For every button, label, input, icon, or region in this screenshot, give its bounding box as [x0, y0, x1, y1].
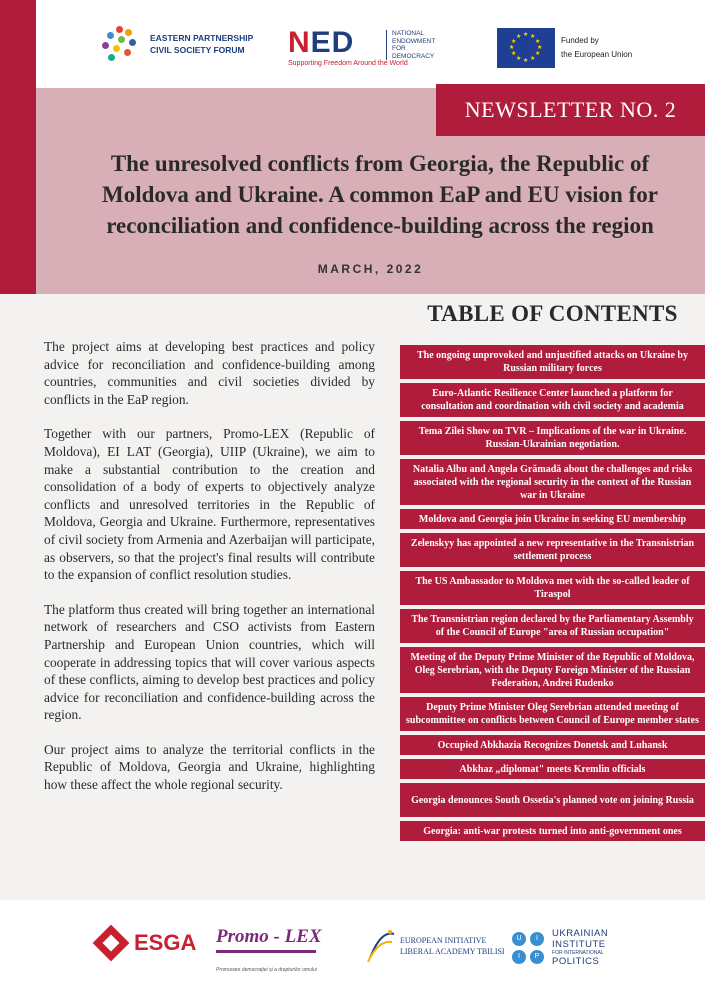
- toc-item[interactable]: Deputy Prime Minister Oleg Serebrian attended meeting of subcommittee on conflicts between Council of Europe member states: [400, 697, 705, 731]
- uiip-line3: FOR INTERNATIONAL: [552, 950, 604, 956]
- uiip-circles-icon: [512, 932, 544, 964]
- page-title: The unresolved conflicts from Georgia, the Republic of Moldova and Ukraine. A common EaP and EU vision for reconciliation and confidence-building across the region: [102, 151, 658, 238]
- promo-lex-wordmark: Promo - LEX: [216, 926, 322, 947]
- uiip-letter: U: [512, 932, 526, 946]
- ela-arc-icon: [366, 928, 396, 964]
- promo-lex-logo: [216, 926, 322, 973]
- ela-line1: EUROPEAN INITIATIVE: [400, 936, 487, 945]
- toc-title: TABLE OF CONTENTS: [427, 301, 678, 326]
- newsletter-label: NEWSLETTER NO. 2: [436, 84, 705, 136]
- esga-wordmark: ESGA: [134, 930, 197, 955]
- ned-side-text: [386, 30, 456, 60]
- header-logos: [0, 0, 705, 88]
- ned-logo: [288, 26, 436, 67]
- uiip-letter: I: [530, 932, 544, 946]
- toc-item[interactable]: Georgia denounces South Ossetia's planned vote on joining Russia: [400, 783, 705, 817]
- ned-side-line4: DEMOCRACY: [392, 52, 435, 60]
- esga-logo: [98, 930, 196, 956]
- ela-logo: [366, 928, 505, 964]
- toc-item[interactable]: Georgia: anti-war protests turned into anti-government ones: [400, 821, 705, 841]
- toc-item[interactable]: Meeting of the Deputy Prime Minister of the Republic of Moldova, Oleg Serebrian, with the Deputy Foreign Minister of the Russian Federation, Andrei Rudenko: [400, 647, 705, 693]
- eap-logo-line2: CIVIL SOCIETY FORUM: [150, 45, 245, 55]
- toc-list: [400, 345, 705, 845]
- issue-date: MARCH, 2022: [317, 262, 424, 276]
- toc-item[interactable]: The US Ambassador to Moldova met with the so-called leader of Tiraspol: [400, 571, 705, 605]
- ned-tagline: Supporting Freedom Around the World: [288, 60, 408, 67]
- intro-paragraph-4: Our project aims to analyze the territorial conflicts in the Republic of Moldova, Georgia and Ukraine, highlighting how these affect the whole regional security.: [44, 741, 375, 793]
- toc-item[interactable]: Occupied Abkhazia Recognizes Donetsk and Luhansk: [400, 735, 705, 755]
- eu-line2: the European Union: [561, 50, 633, 59]
- left-accent-bar: [0, 0, 36, 294]
- toc-item[interactable]: Abkhaz „diplomat" meets Kremlin officials: [400, 759, 705, 779]
- toc-item[interactable]: Moldova and Georgia join Ukraine in seeking EU membership: [400, 509, 705, 529]
- uiip-line1: UKRAINIAN: [552, 928, 609, 939]
- intro-text: [44, 338, 375, 811]
- eap-csf-logo: [102, 26, 253, 62]
- ned-side-line1: NATIONAL: [392, 30, 425, 37]
- ned-wordmark: N ED: [288, 26, 355, 59]
- toc-item[interactable]: The ongoing unprovoked and unjustified attacks on Ukraine by Russian military forces: [400, 345, 705, 379]
- toc-item[interactable]: Natalia Albu and Angela Grămadă about the challenges and risks associated with the regional security in the context of the Russian war in Ukraine: [400, 459, 705, 505]
- uiip-logo: [512, 928, 608, 967]
- intro-paragraph-2: Together with our partners, Promo-LEX (Republic of Moldova), EI LAT (Georgia), UIIP (Ukraine), we aim to make a substantial contribution to the creation and consolidation of a body of experts to objectively analyze conflicts and unresolved territories in the Republic of Moldova, Georgia and Ukraine. Furthermore, representatives of civil society from Armenia and Azerbaijan will participate, as observers, so that the project's final results will contribute to the expansion of conflict resolution studies.: [44, 426, 375, 583]
- promo-lex-tagline: Promovare democraţiei şi a drepturilor omului: [216, 967, 317, 973]
- toc-item[interactable]: The Transnistrian region declared by the Parliamentary Assembly of the Council of Europe "area of Russian occupation": [400, 609, 705, 643]
- eap-logo-line1: EASTERN PARTNERSHIP: [150, 33, 254, 43]
- uiip-letter: P: [530, 950, 544, 964]
- intro-paragraph-1: The project aims at developing best practices and policy advice for reconciliation and confidence-building among countries, communities and civil societies divided by conflicts in the EaP region.: [44, 339, 375, 407]
- ned-side-line3: FOR: [392, 45, 406, 52]
- intro-paragraph-3: The platform thus created will bring together an international network of researchers and CSO activists from Eastern Partnership and European Union countries, which will cooperate in addressing topics that will cover various aspects of these conflicts, aiming to develop best practices and policy advice for reconciliation and confidence-building across the region.: [44, 601, 375, 723]
- uiip-line4: POLITICS: [552, 956, 600, 967]
- promo-lex-underline: [216, 950, 316, 953]
- ela-line2: LIBERAL ACADEMY TBILISI: [400, 947, 505, 956]
- toc-item[interactable]: Euro-Atlantic Resilience Center launched a platform for consultation and coordination with civil society and academia: [400, 383, 705, 417]
- eu-line1: Funded by: [561, 36, 599, 45]
- uiip-letter: I: [512, 950, 526, 964]
- eu-logo: [497, 28, 632, 68]
- ned-side-line2: ENDOWMENT: [392, 37, 436, 45]
- esga-diamond-icon: [93, 925, 130, 962]
- toc-item[interactable]: Zelenskyy has appointed a new representative in the Transnistrian settlement process: [400, 533, 705, 567]
- toc-item[interactable]: Tema Zilei Show on TVR – Implications of the war in Ukraine. Russian-Ukrainian negotiation.: [400, 421, 705, 455]
- eu-flag-icon: ★ ★ ★ ★ ★ ★ ★ ★ ★ ★ ★ ★: [497, 28, 555, 68]
- eap-dots-icon: [102, 26, 142, 62]
- uiip-line2: INSTITUTE: [552, 939, 606, 950]
